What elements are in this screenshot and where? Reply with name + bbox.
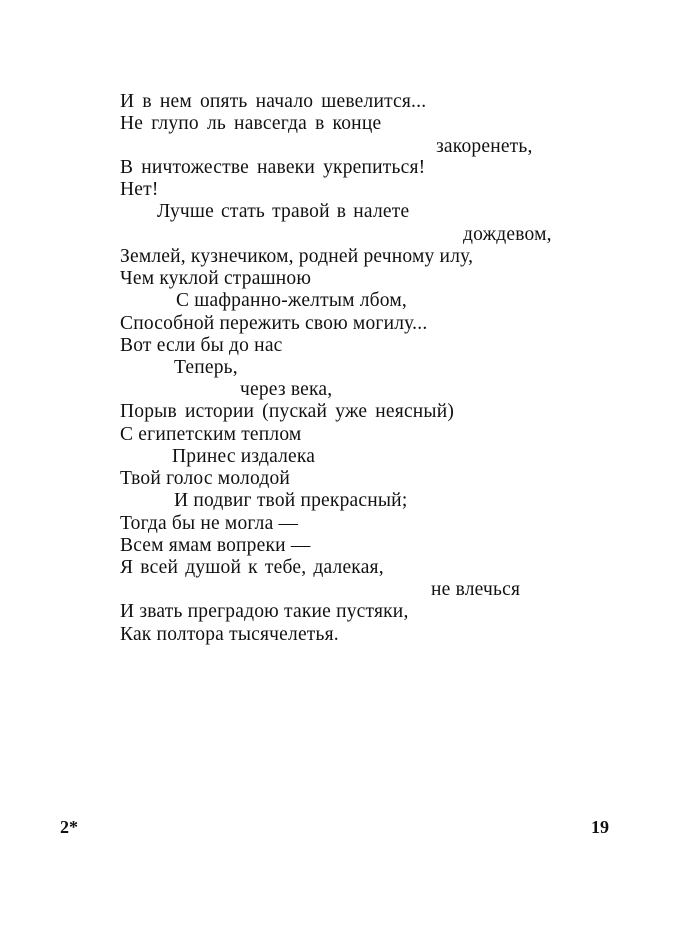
- poem-line: Нет!: [120, 179, 159, 200]
- poem-line: Не глупо ль навсегда в конце: [120, 113, 382, 134]
- poem-line: Способной пережить свою могилу...: [120, 313, 428, 334]
- poem-line: Теперь,: [174, 357, 238, 378]
- poem-line: Принес издалека: [172, 446, 316, 467]
- poem-line: закоренеть,: [436, 136, 533, 157]
- poem-line: С египетским теплом: [120, 424, 302, 445]
- poem-line: Вот если бы до нас: [120, 335, 283, 356]
- poem-line: С шафранно-желтым лбом,: [176, 290, 407, 311]
- poem-line: Как полтора тысячелетья.: [120, 624, 339, 645]
- page-number: 19: [591, 817, 609, 837]
- poem-line: дождевом,: [463, 224, 552, 245]
- signature-mark: 2*: [60, 817, 78, 837]
- poem-line: Порыв истории (пускай уже неясный): [120, 401, 455, 422]
- poem-line: Лучше стать травой в налете: [157, 201, 410, 222]
- poem-line: Всем ямам вопреки —: [120, 535, 311, 556]
- poem-line: не влечься: [431, 579, 521, 600]
- poem-line: Землей, кузнечиком, родней речному илу,: [120, 246, 474, 267]
- poem-line: через века,: [240, 379, 333, 400]
- poem-line: И в нем опять начало шевелится...: [120, 91, 427, 112]
- poem-line: И подвиг твой прекрасный;: [174, 490, 408, 511]
- poem-line: В ничтожестве навеки укрепиться!: [120, 157, 426, 178]
- poem-line: Чем куклой страшною: [120, 268, 312, 289]
- poem-line: И звать преградою такие пустяки,: [120, 601, 409, 622]
- poem-line: Тогда бы не могла —: [120, 513, 299, 534]
- poem-line: Твой голос молодой: [120, 468, 291, 489]
- poem-line: Я всей душой к тебе, далекая,: [120, 557, 384, 578]
